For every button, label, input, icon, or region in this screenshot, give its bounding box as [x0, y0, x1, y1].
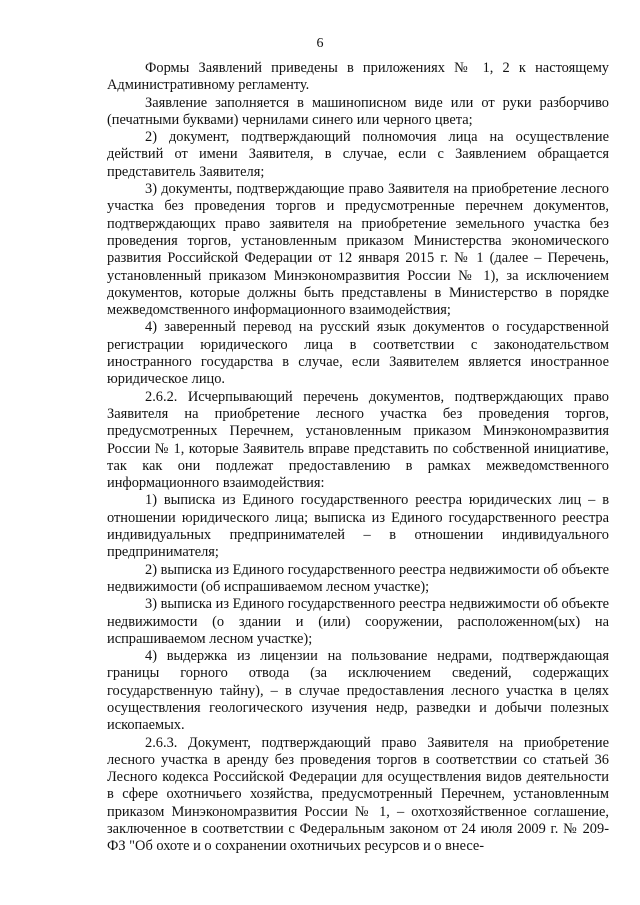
list-item-egrn-land-plot: 2) выписка из Единого государственного реестра недвижимости об объекте недвижимости (об испрашиваемом лесном участке);	[107, 561, 609, 595]
section-2-6-3: 2.6.3. Документ, подтверждающий право Заявителя на приобретение лесного участка в аренду без проведения торгов в соответствии со статьей 36 Лесного кодекса Российской Федерации для осуществления видов деятельности в сфере охотничьего хозяйства, предусмотренный Перечнем, установленным приказом Минэкономразвития России № 1, – охотхозяйственное соглашение, заключенное в соответствии с Федеральным законом от 24 июля 2009 г. № 209-ФЗ "Об охоте и о сохранении охотничьих ресурсов и о внесе-	[107, 734, 609, 855]
list-item-egrn-buildings: 3) выписка из Единого государственного реестра недвижимости об объекте недвижимости (о здании и (или) сооружении, расположенном(ых) на испрашиваемом лесном участке);	[107, 596, 609, 647]
page-number: 6	[316, 36, 324, 51]
list-item-egrul-extract: 1) выписка из Единого государственного реестра юридических лиц – в отношении юридического лица; выписка из Единого государственного реестра индивидуальных предпринимателей – в отношении индивидуального предпринимателя;	[107, 492, 609, 561]
section-2-6-2: 2.6.2. Исчерпывающий перечень документов, подтверждающих право Заявителя на приобретение лесного участка без проведения торгов, предусмотренных Перечнем, установленным приказом Минэкономразвития России № 1, которые Заявитель вправе представить по собственной инициативе, так как они подлежат предоставлению в рамках межведомственного информационного взаимодействия:	[107, 388, 609, 492]
paragraph-fill-instructions: Заявление заполняется в машинописном виде или от руки разборчиво (печатными буквами) чернилами синего или черного цвета;	[107, 94, 609, 128]
list-item-certified-translation: 4) заверенный перевод на русский язык документов о государственной регистрации юридического лица в соответствии с законодательством иностранного государства в случае, если Заявителем является иностранное юридическое лицо.	[107, 319, 609, 388]
list-item-subsoil-license: 4) выдержка из лицензии на пользование недрами, подтверждающая границы горного отвода (за исключением сведений, содержащих государственную тайну), – в случае предоставления лесного участка в целях осуществления геологического изучения недр, разведки и добычи полезных ископаемых.	[107, 648, 609, 734]
list-item-rights-documents: 3) документы, подтверждающие право Заявителя на приобретение лесного участка без проведения торгов и предусмотренные перечнем документов, подтверждающих право заявителя на приобретение земельного участка без проведения торгов, установленным приказом Министерства экономического развития Российской Федерации от 12 января 2015 г. № 1 (далее – Перечень, установленный приказом Минэкономразвития России № 1), за исключением документов, которые должны быть представлены в Министерство в порядке межведомственного информационного взаимодействия;	[107, 181, 609, 319]
list-item-representative-authority: 2) документ, подтверждающий полномочия лица на осуществление действий от имени Заявителя, в случае, если с Заявлением обращается представитель Заявителя;	[107, 129, 609, 180]
document-body	[107, 60, 609, 856]
paragraph-forms-reference: Формы Заявлений приведены в приложениях № 1, 2 к настоящему Административному регламенту.	[107, 60, 609, 94]
